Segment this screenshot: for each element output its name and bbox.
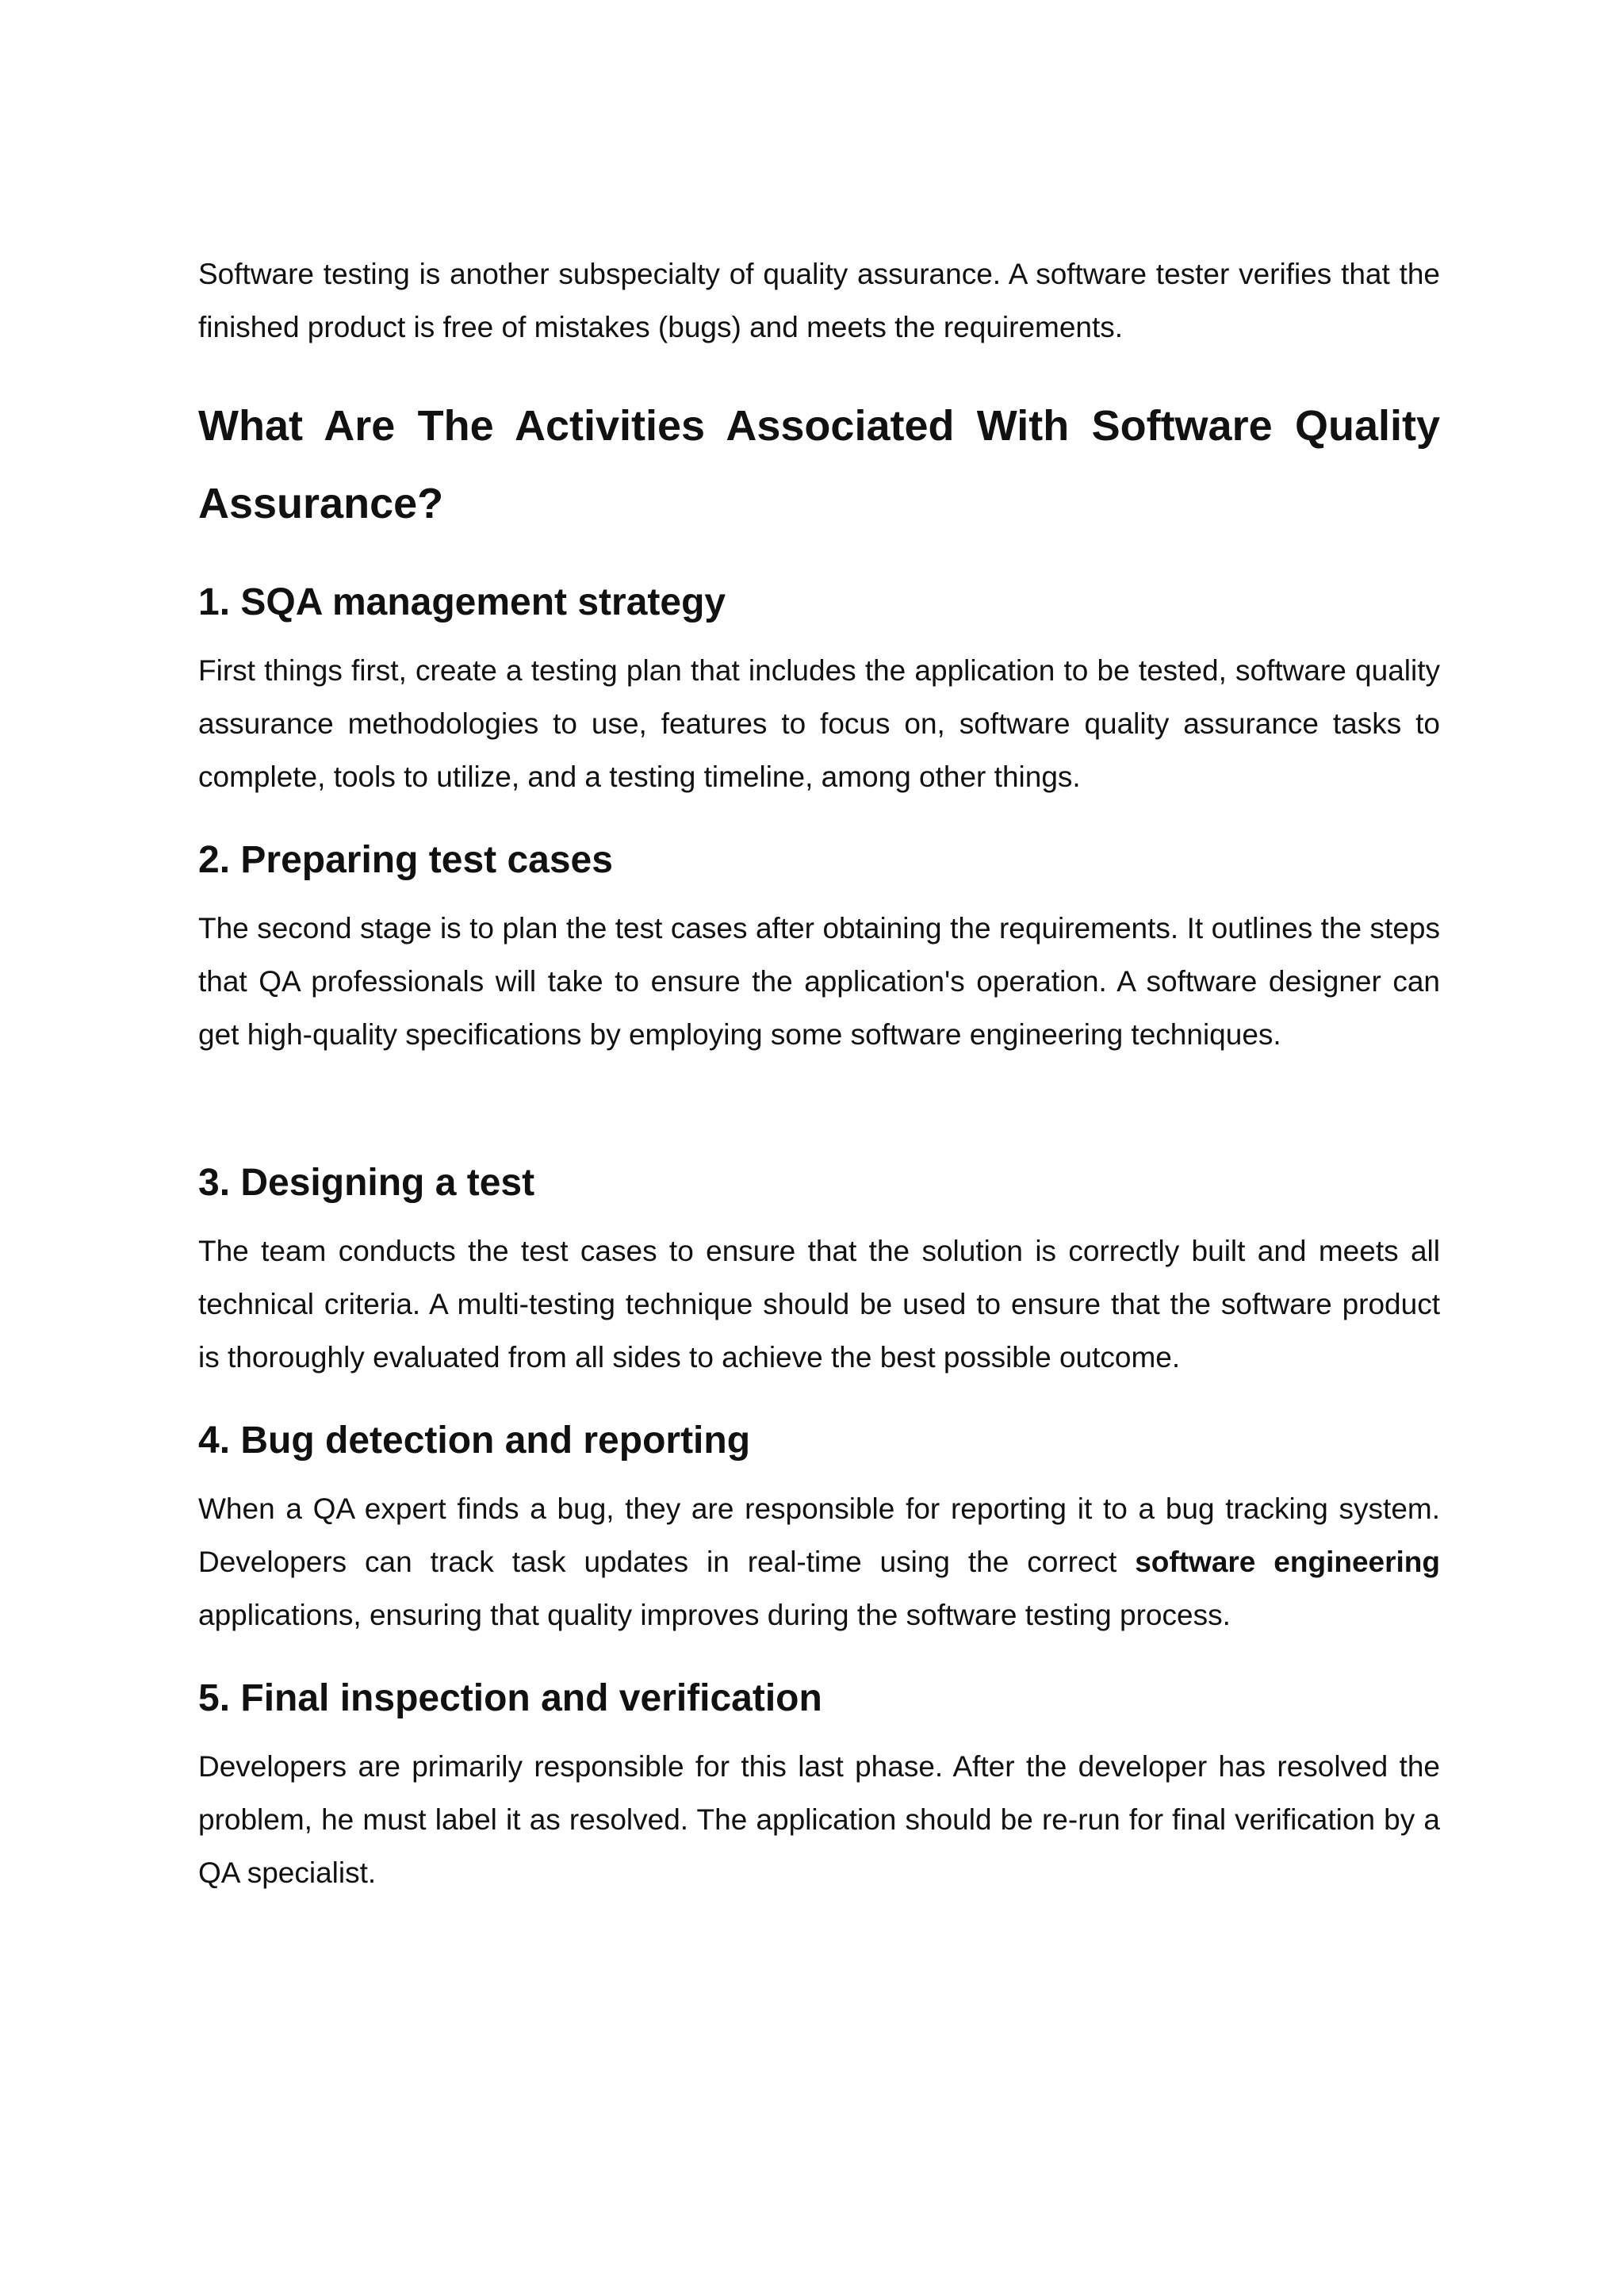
section-body-text: When a QA expert finds a bug, they are responsible for reporting it to a bug tracking system. Developers can track task updates in real-time using the correct — [198, 1492, 1440, 1578]
section-designing-a-test — [198, 1156, 1440, 1384]
section-heading: 2. Preparing test cases — [198, 839, 613, 881]
section-body-text: applications, ensuring that quality improves during the software testing process. — [198, 1599, 1231, 1631]
section-sqa-management-strategy — [198, 576, 1440, 803]
software-engineering-link-text: software engineering — [1135, 1546, 1440, 1578]
section-heading: 3. Designing a test — [198, 1162, 535, 1204]
section-bug-detection-and-reporting — [198, 1414, 1440, 1642]
section-body: The team conducts the test cases to ensure that the solution is correctly built and meets all technical criteria. A multi-testing technique should be used to ensure that the software product is thoroughly evaluated from all sides to achieve the best possible outcome. — [198, 1235, 1440, 1374]
section-body — [198, 1482, 1440, 1642]
section-preparing-test-cases — [198, 833, 1440, 1061]
section-heading: 4. Bug detection and reporting — [198, 1420, 751, 1462]
section-heading: 5. Final inspection and verification — [198, 1677, 822, 1719]
main-heading: What Are The Activities Associated With Software Quality Assurance? — [198, 402, 1440, 527]
section-heading: 1. SQA management strategy — [198, 581, 726, 623]
section-body: The second stage is to plan the test cases after obtaining the requirements. It outlines the steps that QA professionals will take to ensure the application's operation. A software designer can get high-quality specifications by employing some software engineering techniques. — [198, 912, 1440, 1051]
document-page — [198, 247, 1440, 1929]
section-final-inspection-and-verification — [198, 1672, 1440, 1899]
intro-paragraph: Software testing is another subspecialty of quality assurance. A software tester verifies that the finished product is free of mistakes (bugs) and meets the requirements. — [198, 258, 1440, 343]
section-body: First things first, create a testing plan that includes the application to be tested, software quality assurance methodologies to use, features to focus on, software quality assurance tasks to complete, tools to utilize, and a testing timeline, among other things. — [198, 654, 1440, 793]
section-body: Developers are primarily responsible for this last phase. After the developer has resolved the problem, he must label it as resolved. The application should be re-run for final verification by a QA specialist. — [198, 1750, 1440, 1889]
